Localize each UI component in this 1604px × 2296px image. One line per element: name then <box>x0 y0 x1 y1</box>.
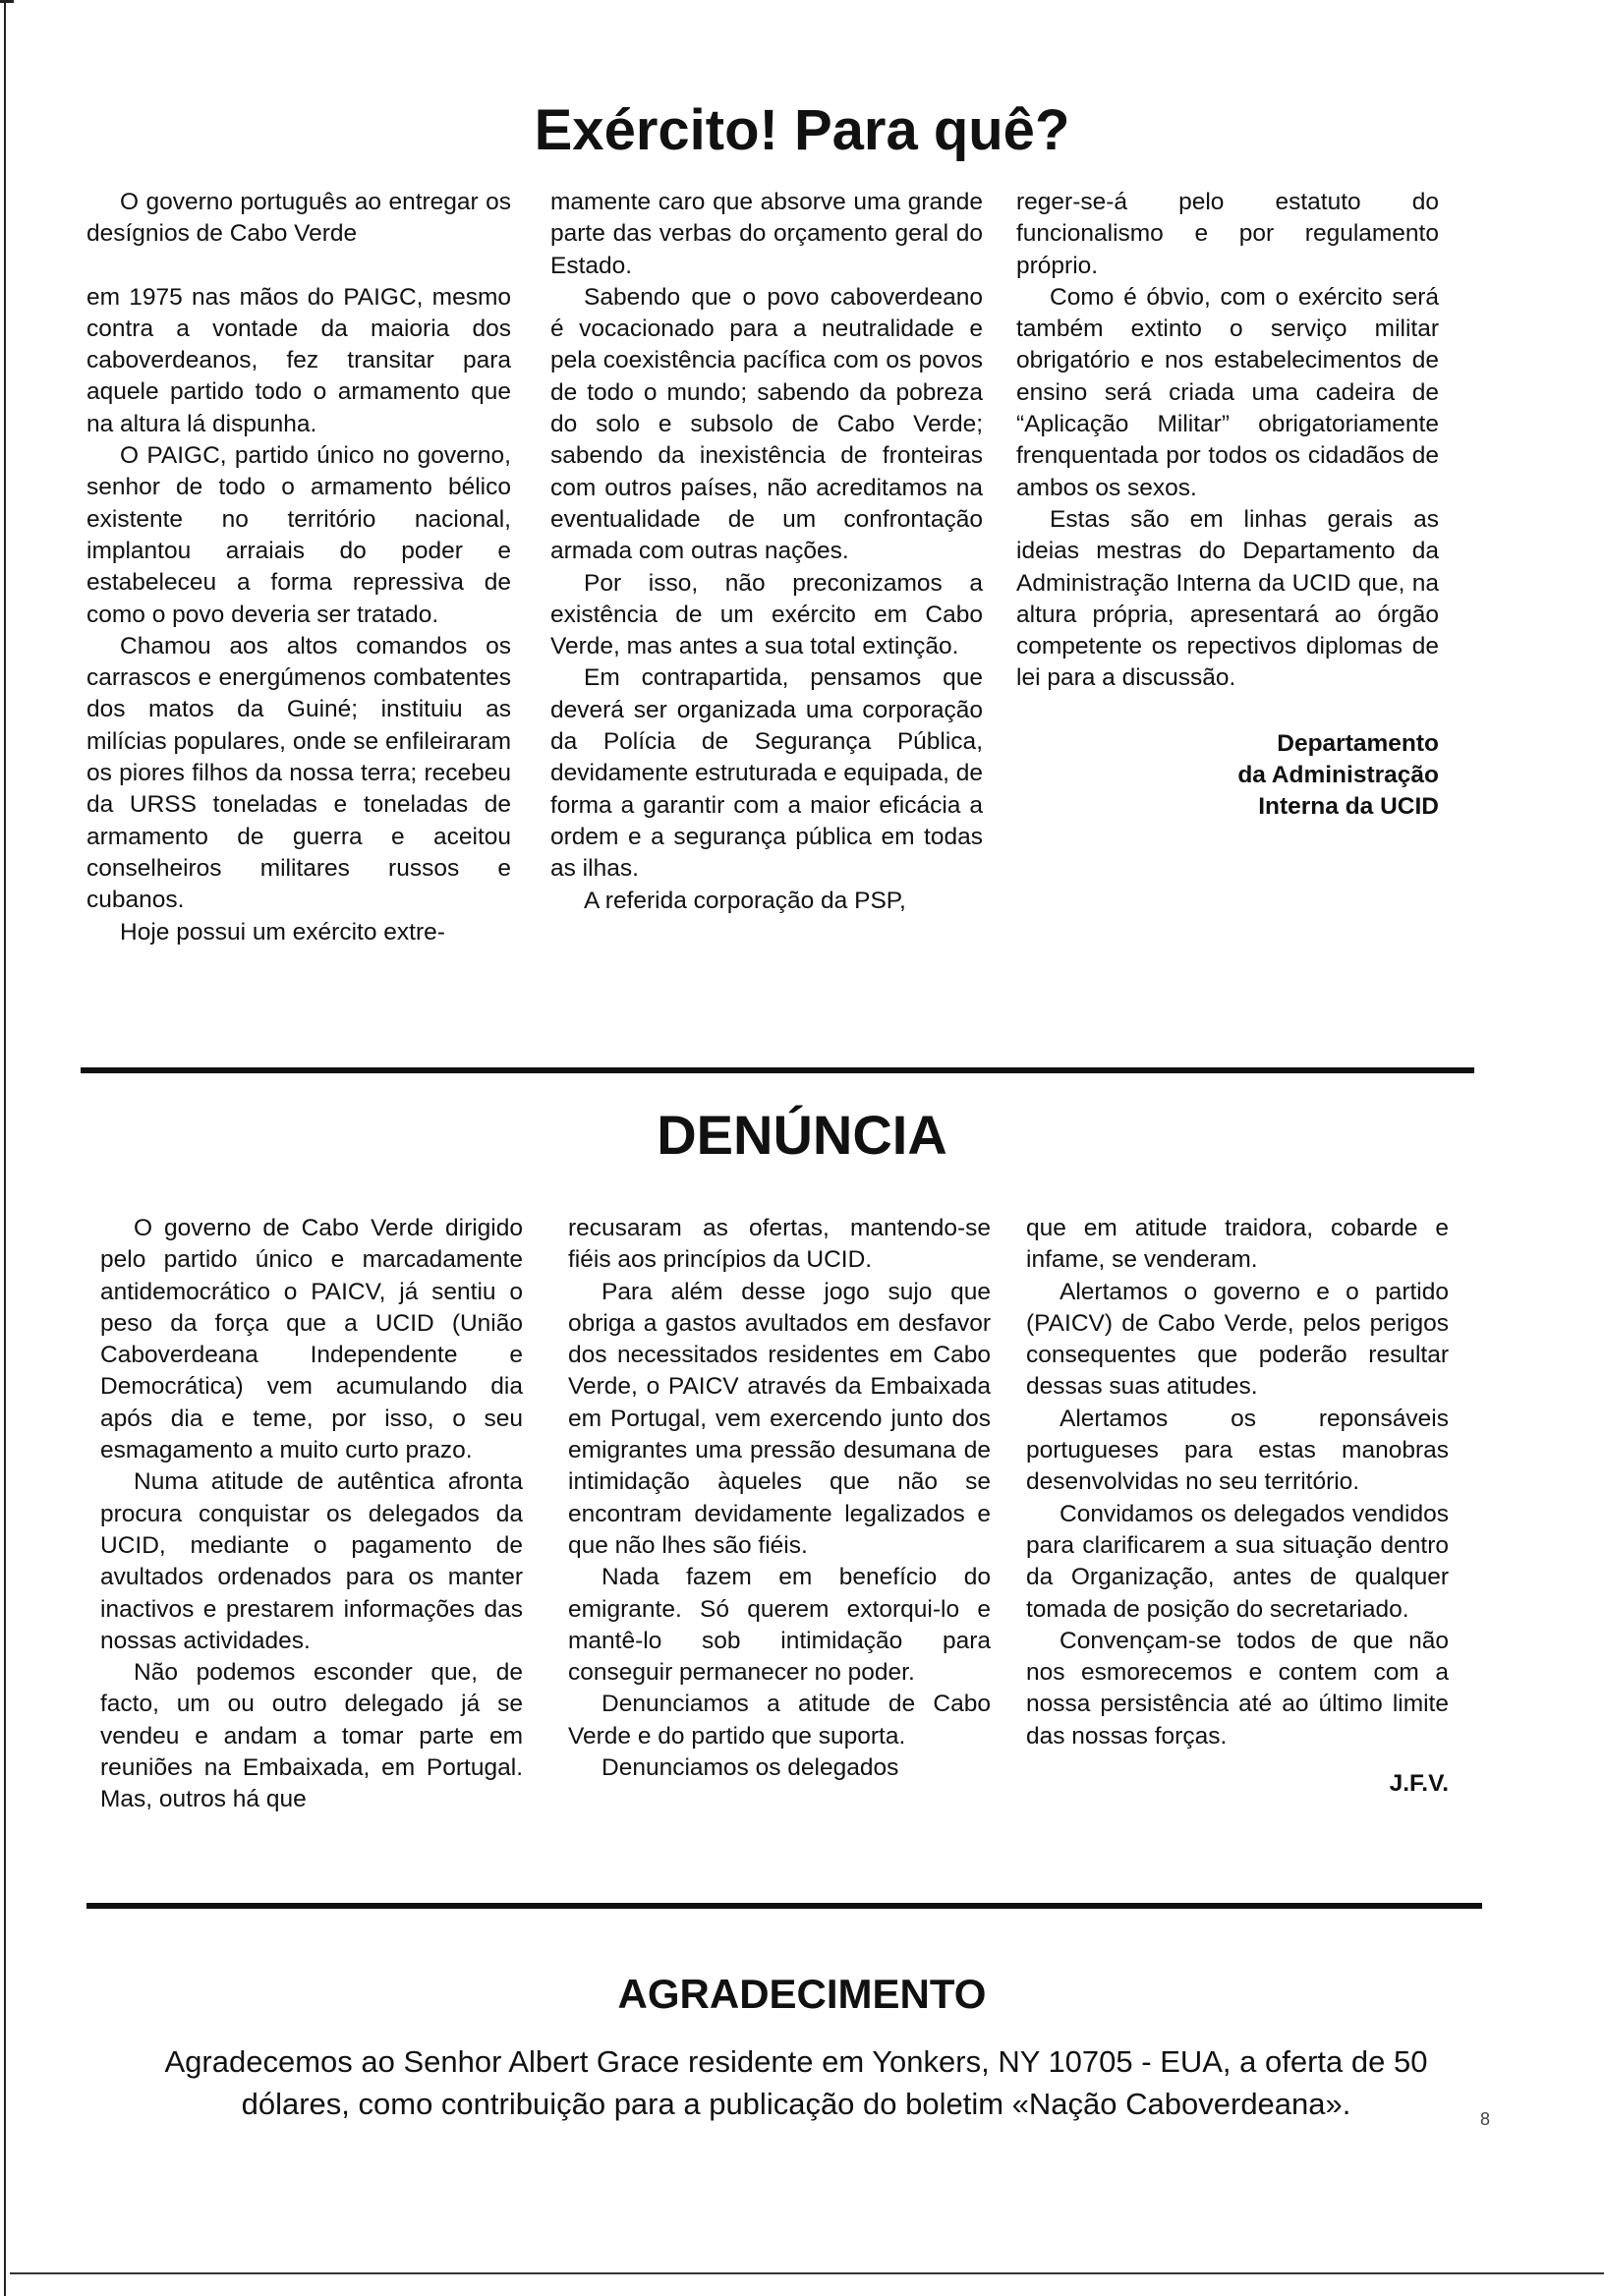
signature: J.F.V. <box>1389 1770 1449 1798</box>
article2-column-1 <box>100 1213 523 1816</box>
section-divider <box>86 1903 1482 1909</box>
paragraph: Chamou aos altos comandos os carrascos e energúmenos combatentes dos matos da Guiné; instituiu as milícias populares, onde se enfileiraram os piores filhos da nossa terra; recebeu da URSS toneladas e toneladas de armamento de guerra e aceitou conselheiros militares russos e cubanos. <box>86 632 511 914</box>
paragraph: Nada fazem em benefício do emigrante. Só querem extorqui-lo e mantê-lo sob intimidação para conseguir permanecer no poder. <box>568 1564 991 1687</box>
paragraph: Por isso, não preconizamos a existência de um exército em Cabo Verde, mas antes a sua total extinção. <box>550 569 983 660</box>
article1-column-3 <box>1016 187 1439 824</box>
paragraph: que em atitude traidora, cobarde e infame, se venderam. <box>1026 1215 1449 1274</box>
paragraph: Sabendo que o povo caboverdeano é vocacionado para a neutralidade e pela coexistência pacífica com os povos de todo o mundo; sabendo da pobreza do solo e subsolo de Cabo Verde; sabendo da inexistência de fronteiras com outros países, não acreditamos na eventualidade de um confrontação armada com outras nações. <box>550 283 983 565</box>
paragraph: A referida corporação da PSP, <box>584 887 906 914</box>
paragraph: Convidamos os delegados vendidos para clarificarem a sua situação dentro da Organização, antes de qualquer tomada de posição do secretariado. <box>1026 1500 1449 1623</box>
article-title-exercito: Exército! Para quê? <box>534 98 1070 162</box>
paragraph: Alertamos os reponsáveis portugueses para estas manobras desenvolvidas no seu território. <box>1026 1405 1449 1496</box>
signature-line: da Administração <box>1237 762 1439 789</box>
paragraph: Não podemos esconder que, de facto, um ou outro delegado já se vendeu e andam a tomar parte em reuniões na Embaixada, em Portugal. Mas, outros há que <box>100 1659 523 1813</box>
paragraph: Denunciamos os delegados <box>602 1754 899 1782</box>
paragraph: recusaram as ofertas, mantendo-se fiéis aos princípios da UCID. <box>568 1215 991 1274</box>
signature-line: Interna da UCID <box>1258 793 1439 821</box>
signature-line: Departamento <box>1277 729 1439 757</box>
article-title-denuncia: DENÚNCIA <box>657 1104 947 1166</box>
paragraph: reger-se-á pelo estatuto do funcionalismo e por regulamento próprio. <box>1016 189 1439 279</box>
paragraph: Estas são em linhas gerais as ideias mestras do Departamento da Administração Interna da UCID que, na altura própria, apresentará ao órgão competente os repectivos diplomas de lei para a discussão. <box>1016 505 1439 692</box>
page-number: 8 <box>1479 2109 1490 2129</box>
paragraph: O PAIGC, partido único no governo, senhor de todo o armamento bélico existente no território nacional, implantou arraiais do poder e estabeleceu a forma repressiva de como o povo deveria ser tratado. <box>86 442 511 628</box>
paragraph: Em contrapartida, pensamos que deverá ser organizada uma corporação da Polícia de Segurança Pública, devidamente estruturada e equipada, de forma a garantir com a maior eficácia a ordem e a segurança pública em todas as ilhas. <box>550 664 983 883</box>
article-title-agradecimento: AGRADECIMENTO <box>617 1971 987 2017</box>
article1-column-1 <box>86 187 511 948</box>
paragraph: Denunciamos a atitude de Cabo Verde e do partido que suporta. <box>568 1691 991 1750</box>
article2-column-2 <box>568 1213 991 1784</box>
paragraph: em 1975 nas mãos do PAIGC, mesmo contra a vontade da maioria dos caboverdeanos, fez transitar para aquele partido todo o armamento que na altura lá dispunha. <box>86 283 511 437</box>
paragraph: Hoje possui um exército extre- <box>120 918 445 946</box>
paragraph: Numa atitude de autêntica afronta procura conquistar os delegados da UCID, mediante o pagamento de avultados ordenados para os manter inactivos e prestarem informações das nossas actividades. <box>100 1468 523 1654</box>
paragraph: Como é óbvio, com o exército será também extinto o serviço militar obrigatório e nos estabelecimentos de ensino será criada uma cadeira de “Aplicação Militar” obrigatoriamente frenquentada por todos os cidadãos de ambos os sexos. <box>1016 283 1439 501</box>
section-divider <box>81 1067 1474 1073</box>
page-border-top <box>0 0 14 3</box>
paragraph: Para além desse jogo sujo que obriga a gastos avultados em desfavor dos necessitados residentes em Cabo Verde, o PAICV através da Embaixada em Portugal, vem exercendo junto dos emigrantes uma pressão desumana de intimidação àqueles que não se encontram devidamente legalizados e que não lhes são fiéis. <box>568 1278 991 1559</box>
paragraph: O governo de Cabo Verde dirigido pelo partido único e marcadamente antidemocrático o PAICV, já sentiu o peso da força que a UCID (União Caboverdeana Independente e Democrática) vem acumulando dia após dia e teme, por isso, o seu esmagamento a muito curto prazo. <box>100 1215 523 1464</box>
article2-column-3 <box>1026 1213 1449 1800</box>
thanks-text: Agradecemos ao Senhor Albert Grace residente em Yonkers, NY 10705 - EUA, a oferta de 50 dólares, como contribuição para a publicação do boletim «Nação Caboverdeana». <box>164 2044 1428 2121</box>
paragraph: mamente caro que absorve uma grande parte das verbas do orçamento geral do Estado. <box>550 189 983 279</box>
paragraph: O governo português ao entregar os desígnios de Cabo Verde <box>86 189 511 248</box>
page-border-bottom <box>10 2272 1604 2274</box>
article1-column-2 <box>550 187 983 917</box>
paragraph: Convençam-se todos de que não nos esmorecemos e contem com a nossa persistência até ao último limite das nossas forças. <box>1026 1627 1449 1750</box>
paragraph: Alertamos o governo e o partido (PAICV) de Cabo Verde, pelos perigos consequentes que poderão resultar dessas suas atitudes. <box>1026 1278 1449 1401</box>
